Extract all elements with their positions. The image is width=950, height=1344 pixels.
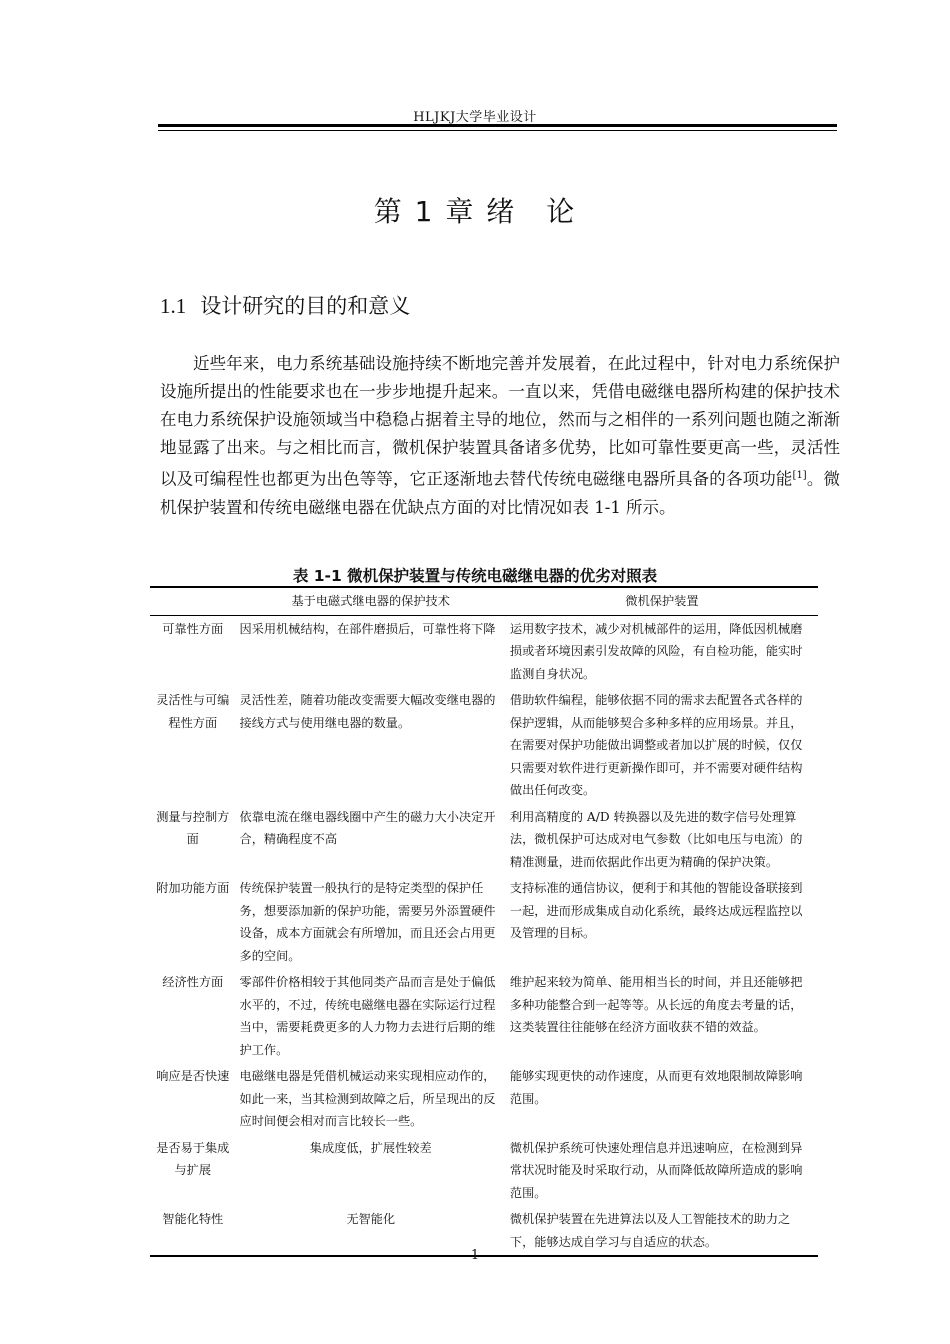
body-paragraph bbox=[160, 350, 840, 522]
table-row bbox=[150, 804, 818, 876]
header-cell-aspect bbox=[150, 587, 236, 615]
row-aspect: 智能化特性 bbox=[150, 1206, 236, 1256]
comparison-table bbox=[150, 586, 818, 1257]
row-aspect: 响应是否快速 bbox=[156, 1069, 230, 1083]
row-microcomputer-text: 微机保护系统可快速处理信息并迅速响应，在检测到异常状况时能及时采取行动，从而降低故障所造成的影响范围。 bbox=[509, 1140, 803, 1200]
row-relay-text: 集成度低，扩展性较差 bbox=[309, 1140, 432, 1155]
row-microcomputer-text: 微机保护装置在先进算法以及人工智能技术的助力之下，能够达成自学习与自适应的状态。 bbox=[506, 1206, 818, 1256]
row-aspect: 经济性方面 bbox=[162, 975, 224, 989]
paragraph-text-2: 。微机保护装置和传统电磁继电器在优缺点方面的对比情况如表 1-1 所示。 bbox=[160, 469, 841, 517]
row-aspect: 灵活性与可编程性方面 bbox=[156, 693, 230, 730]
page-number: 1 bbox=[470, 1248, 480, 1263]
row-microcomputer-text: 维护起来较为简单、能用相当长的时间，并且还能够把多种功能整合到一起等等。从长远的角度去考量的话，这类装置往往能够在经济方面收获不错的效益。 bbox=[509, 975, 803, 1034]
header-rule-thin bbox=[158, 130, 837, 131]
table-row bbox=[150, 687, 818, 804]
row-aspect: 测量与控制方面 bbox=[156, 809, 230, 846]
row-relay-text: 零部件价格相较于其他同类产品而言是处于偏低水平的，不过，传统电磁继电器在实际运行过程当中，需要耗费更多的人力物力去进行后期的维护工作。 bbox=[239, 975, 496, 1057]
row-microcomputer-text: 运用数字技术，减少对机械部件的运用，降低因机械磨损或者环境因素引发故障的风险，有自检功能，能实时监测自身状况。 bbox=[509, 621, 803, 681]
row-relay-text: 电磁继电器是凭借机械运动来实现相应动作的，如此一来，当其检测到故障之后，所呈现出的反应时间便会相对而言比较长一些。 bbox=[239, 1069, 496, 1128]
row-relay-text: 灵活性差，随着功能改变需要大幅改变继电器的接线方式与使用继电器的数量。 bbox=[239, 693, 496, 730]
table-row bbox=[150, 969, 818, 1063]
table-row bbox=[150, 615, 818, 687]
row-microcomputer-text: 利用高精度的 A/D 转换器以及先进的数字信号处理算法，微机保护可达成对电气参数（比如电压与电流）的精准测量，进而依据此作出更为精确的保护决策。 bbox=[509, 809, 803, 869]
row-relay-text: 传统保护装置一般执行的是特定类型的保护任务，想要添加新的保护功能，需要另外添置硬件设备，成本方面就会有所增加，而且还会占用更多的空间。 bbox=[239, 881, 496, 963]
row-aspect: 附加功能方面 bbox=[156, 881, 230, 895]
table-caption: 表 1-1 微机保护装置与传统电磁继电器的优劣对照表 bbox=[292, 567, 658, 585]
row-microcomputer-text: 支持标准的通信协议，便利于和其他的智能设备联接到一起，进而形成集成自动化系统，最终达成远程监控以及管理的目标。 bbox=[509, 881, 803, 940]
chapter-title: 第 1 章 绪 论 bbox=[373, 195, 577, 228]
row-relay-text: 依靠电流在继电器线圈中产生的磁力大小决定开合，精确程度不高 bbox=[239, 809, 496, 846]
section-number: 1.1 bbox=[160, 294, 187, 318]
table-row bbox=[150, 1063, 818, 1135]
row-microcomputer-text: 能够实现更快的动作速度，从而更有效地限制故障影响范围。 bbox=[509, 1069, 803, 1106]
header-rule-thick bbox=[158, 124, 837, 127]
page-header: HLJKJ大学毕业设计 bbox=[413, 110, 537, 125]
row-relay-text: 无智能化 bbox=[236, 1206, 506, 1256]
citation-mark: [1] bbox=[792, 470, 807, 481]
table-header-row bbox=[150, 587, 818, 615]
row-aspect: 是否易于集成与扩展 bbox=[156, 1140, 230, 1177]
row-microcomputer-text: 借助软件编程，能够依据不同的需求去配置各式各样的保护逻辑，从而能够契合多种多样的应用场景。并且，在需要对保护功能做出调整或者加以扩展的时候，仅仅只需要对软件进行更新操作即可，并不需要对硬件结构做出任何改变。 bbox=[509, 693, 803, 797]
row-aspect: 可靠性方面 bbox=[162, 621, 224, 636]
paragraph-text-1: 近些年来，电力系统基础设施持续不断地完善并发展着，在此过程中，针对电力系统保护设施所提出的性能要求也在一步步地提升起来。一直以来，凭借电磁继电器所构建的保护技术在电力系统保护设施领域当中稳稳占据着主导的地位，然而与之相伴的一系列问题也随之渐渐地显露了出来。与之相比而言，微机保护装置具备诸多优势，比如可靠性要更高一些，灵活性以及可编程性也都更为出色等等，它正逐渐地去替代传统电磁继电器所具备的各项功能 bbox=[160, 354, 840, 489]
row-relay-text: 因采用机械结构，在部件磨损后，可靠性将下降 bbox=[239, 621, 496, 636]
table-row bbox=[150, 1135, 818, 1207]
section-heading bbox=[160, 290, 410, 320]
table-row bbox=[150, 875, 818, 969]
header-cell-microcomputer: 微机保护装置 bbox=[506, 587, 818, 615]
header-cell-relay: 基于电磁式继电器的保护技术 bbox=[236, 587, 506, 615]
section-title-text: 设计研究的目的和意义 bbox=[200, 294, 411, 318]
